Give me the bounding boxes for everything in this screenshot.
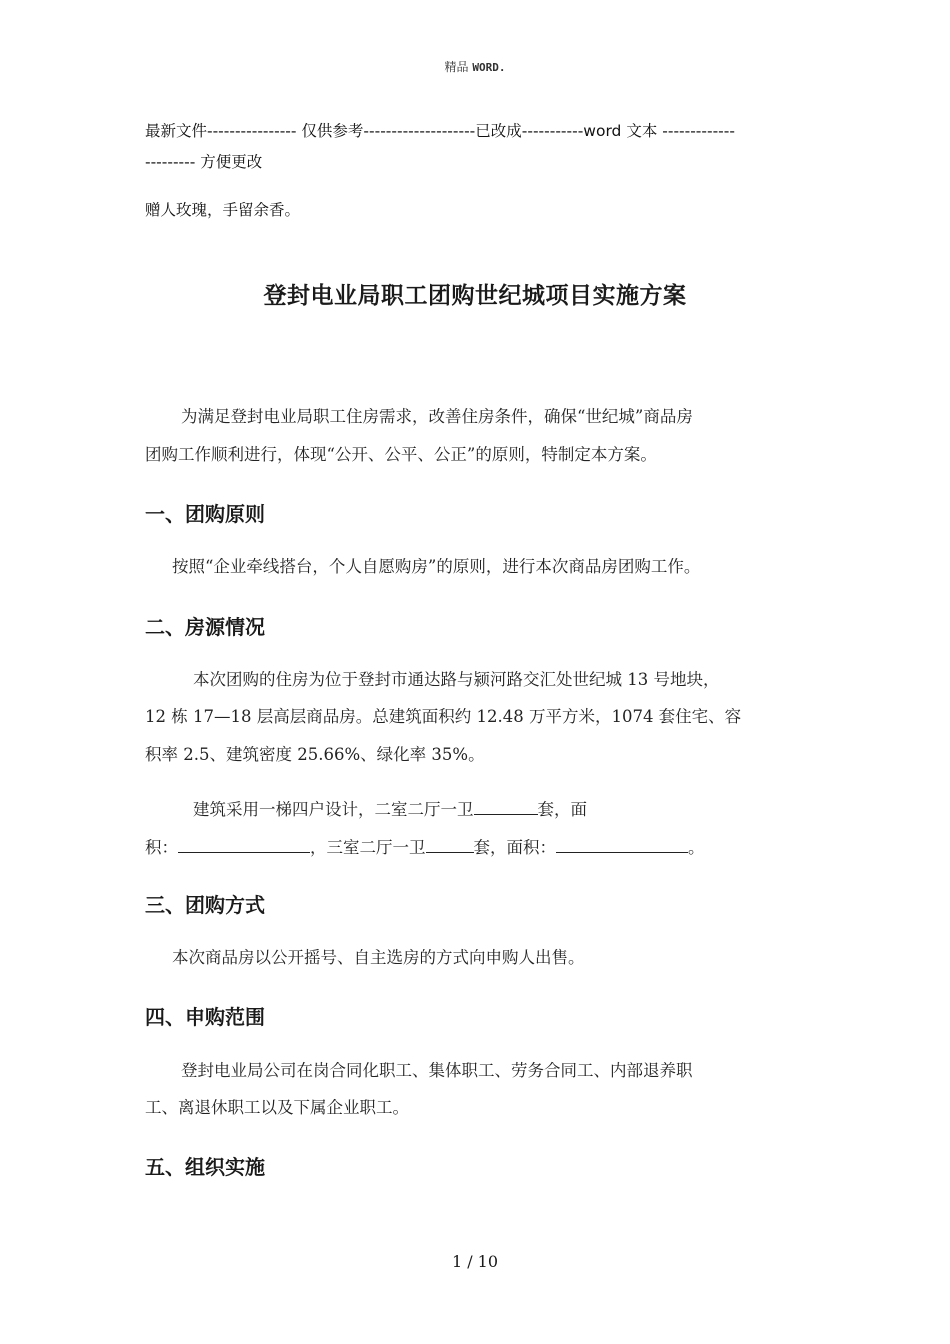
section-2-p2: 12 栋 17—18 层高层商品房。总建筑面积约 12.48 万平方米，1074 套住宅、容 xyxy=(145,707,742,726)
section-2-detail-line-1 xyxy=(193,798,587,820)
blank-field-two-room-count xyxy=(474,798,538,815)
header-word: WORD. xyxy=(472,61,506,74)
page-number: 1 / 10 xyxy=(451,1252,499,1271)
detail-text-f: 。 xyxy=(688,838,705,857)
section-2-detail-line-2 xyxy=(145,836,705,858)
section-2-p1: 本次团购的住房为位于登封市通达路与颍河路交汇处世纪城 13 号地块， xyxy=(193,670,720,689)
blank-field-three-room-count xyxy=(426,836,474,853)
detail-text-c: 积： xyxy=(145,838,178,857)
detail-text-a: 建筑采用一梯四户设计，二室二厅一卫 xyxy=(193,800,474,819)
detail-text-e: 套，面积： xyxy=(473,838,556,857)
section-1-text: 按照“企业牵线搭台，个人自愿购房”的原则，进行本次商品房团购工作。 xyxy=(172,557,701,576)
intro-line-1: 为满足登封电业局职工住房需求，改善住房条件，确保“世纪城”商品房 xyxy=(181,407,693,426)
document-title: 登封电业局职工团购世纪城项目实施方案 xyxy=(263,283,687,309)
section-4-line-2: 工、离退休职工以及下属企业职工。 xyxy=(145,1098,409,1117)
section-2-p3: 积率 2.5、建筑密度 25.66%、绿化率 35%。 xyxy=(145,745,485,764)
header-prefix: 精品 xyxy=(444,60,469,74)
detail-text-b: 套，面 xyxy=(537,800,587,819)
notice-line-2: --------- 方便更改 xyxy=(145,153,263,171)
notice-line-1: 最新文件---------------- 仅供参考--------------------已改成-----------word 文本 ------------- xyxy=(145,122,735,140)
blank-field-three-room-area xyxy=(556,836,688,853)
section-heading-2: 二、房源情况 xyxy=(145,615,265,639)
page-header xyxy=(0,58,950,75)
notice-line-3: 赠人玫瑰，手留余香。 xyxy=(145,201,301,219)
section-heading-1: 一、团购原则 xyxy=(145,502,265,526)
detail-text-d: ，三室二厅一卫 xyxy=(310,838,426,857)
section-heading-4: 四、申购范围 xyxy=(145,1005,265,1029)
blank-field-two-room-area xyxy=(178,836,310,853)
section-heading-5: 五、组织实施 xyxy=(145,1155,265,1179)
section-3-text: 本次商品房以公开摇号、自主选房的方式向申购人出售。 xyxy=(172,948,585,967)
intro-line-2: 团购工作顺利进行，体现“公开、公平、公正”的原则，特制定本方案。 xyxy=(145,445,657,464)
section-heading-3: 三、团购方式 xyxy=(145,893,265,917)
section-4-line-1: 登封电业局公司在岗合同化职工、集体职工、劳务合同工、内部退养职 xyxy=(181,1061,693,1080)
